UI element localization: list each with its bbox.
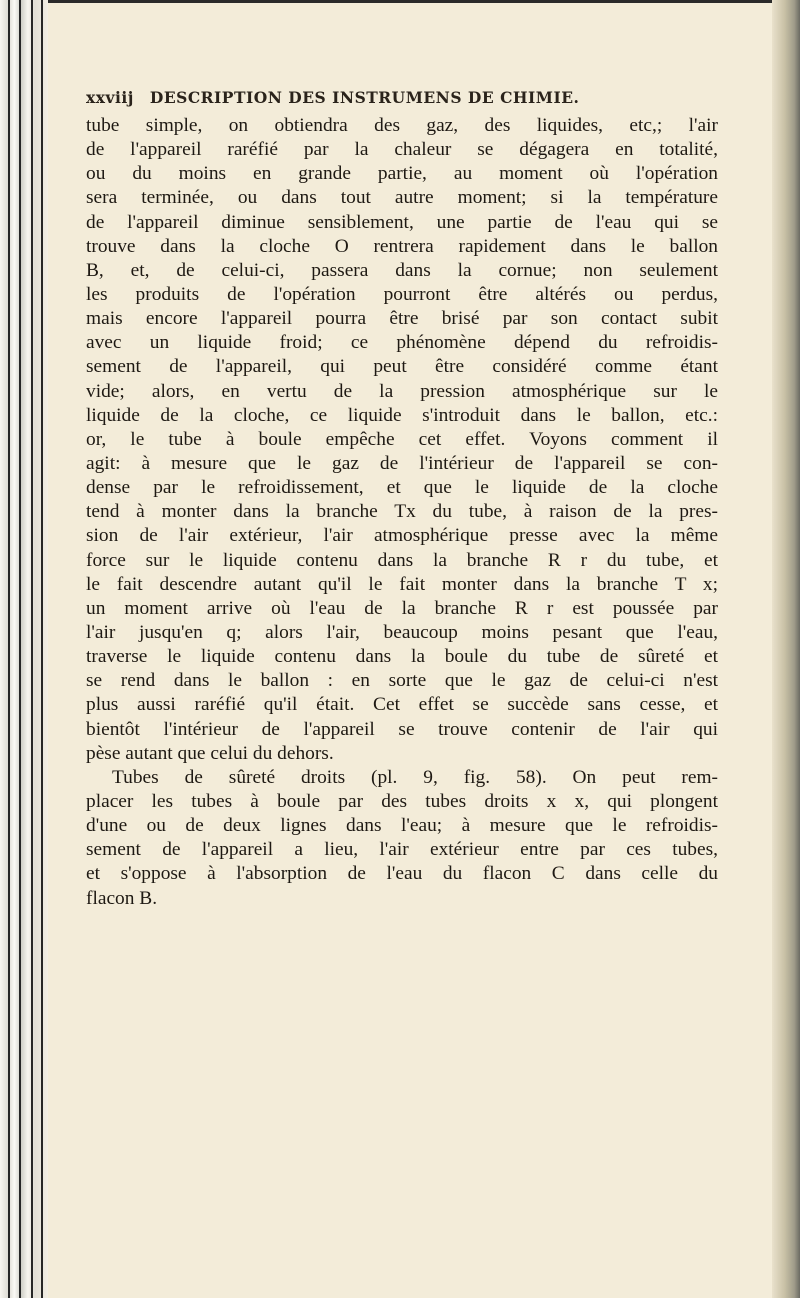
text-line: force sur le liquide contenu dans la branche R r du tube, et (86, 549, 718, 571)
text-line: sement de l'appareil a lieu, l'air extérieur entre par ces tubes, (86, 839, 718, 861)
text-line: de l'appareil raréfié par la chaleur se dégagera en totalité, (86, 139, 718, 161)
text-line: se rend dans le ballon : en sorte que le gaz de celui-ci n'est (86, 670, 718, 692)
text-line: B, et, de celui-ci, passera dans la cornue; non seulement (86, 259, 718, 281)
text-line: d'une ou de deux lignes dans l'eau; à mesure que le refroidis- (86, 815, 718, 837)
text-line: tend à monter dans la branche Tx du tube, à raison de la pres- (86, 501, 718, 523)
text-line: le fait descendre autant qu'il le fait monter dans la branche T x; (86, 573, 718, 595)
text-line: agit: à mesure que le gaz de l'intérieur de l'appareil se con- (86, 452, 718, 474)
page-binding-edge (0, 0, 48, 1298)
page-header (86, 88, 718, 112)
top-edge-rule (48, 0, 772, 3)
text-line: traverse le liquide contenu dans la boule du tube de sûreté et (86, 646, 718, 668)
running-head: DESCRIPTION DES INSTRUMENS DE CHIMIE. (149, 88, 580, 107)
body-text (86, 114, 718, 911)
text-line: or, le tube à boule empêche cet effet. Voyons comment il (86, 428, 718, 450)
text-line: bientôt l'intérieur de l'appareil se trouve contenir de l'air qui (86, 718, 718, 740)
text-line: un moment arrive où l'eau de la branche R r est poussée par (86, 597, 718, 619)
text-line: sement de l'appareil, qui peut être considéré comme étant (86, 356, 718, 378)
text-line: plus aussi raréfié qu'il était. Cet effet se succède sans cesse, et (86, 694, 718, 716)
text-line: pèse autant que celui du dehors. (86, 742, 334, 764)
text-line: Tubes de sûreté droits (pl. 9, fig. 58). On peut rem- (112, 766, 718, 788)
text-line: de l'appareil diminue sensiblement, une partie de l'eau qui se (86, 211, 718, 233)
text-line: avec un liquide froid; ce phénomène dépend du refroidis- (86, 332, 718, 354)
page-folio: xxviij (86, 88, 134, 107)
text-line: trouve dans la cloche O rentrera rapidement dans le ballon (86, 235, 718, 257)
text-line: sera terminée, ou dans tout autre moment; si la température (86, 187, 718, 209)
page-right-edge (772, 0, 800, 1298)
text-line: flacon B. (86, 887, 158, 909)
text-line: dense par le refroidissement, et que le liquide de la cloche (86, 477, 718, 499)
text-line: ou du moins en grande partie, au moment où l'opération (86, 163, 718, 185)
book-page (86, 88, 718, 911)
text-line: mais encore l'appareil pourra être brisé par son contact subit (86, 308, 718, 330)
text-line: sion de l'air extérieur, l'air atmosphérique presse avec la même (86, 525, 718, 547)
text-line: liquide de la cloche, ce liquide s'introduit dans le ballon, etc.: (86, 404, 718, 426)
text-line: les produits de l'opération pourront être altérés ou perdus, (86, 283, 718, 305)
text-line: tube simple, on obtiendra des gaz, des liquides, etc,; l'air (86, 115, 718, 136)
text-line: et s'oppose à l'absorption de l'eau du flacon C dans celle du (86, 863, 718, 885)
text-line: vide; alors, en vertu de la pression atmosphérique sur le (86, 380, 718, 402)
text-line: placer les tubes à boule par des tubes droits x x, qui plongent (86, 790, 718, 812)
text-line: l'air jusqu'en q; alors l'air, beaucoup moins pesant que l'eau, (86, 621, 718, 643)
